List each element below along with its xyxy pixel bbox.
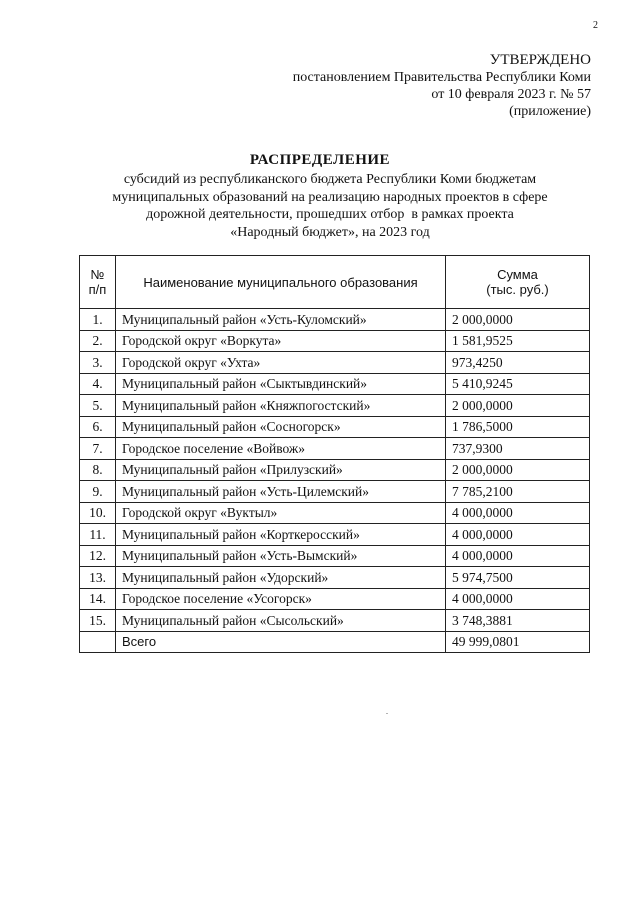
row-number: 11.	[80, 524, 116, 546]
table-row	[80, 309, 590, 331]
table-row	[80, 330, 590, 352]
header-number-line-2: п/п	[88, 282, 107, 297]
row-sum: 4 000,0000	[446, 545, 590, 567]
total-label: Всего	[116, 631, 446, 653]
header-number	[80, 256, 116, 309]
table-row	[80, 481, 590, 503]
subtitle-line-4: «Народный бюджет», на 2023 год	[230, 224, 430, 240]
row-sum: 7 785,2100	[446, 481, 590, 503]
approval-block	[293, 52, 591, 120]
row-number: 1.	[80, 309, 116, 331]
row-number: 13.	[80, 567, 116, 589]
table-row	[80, 545, 590, 567]
table-row	[80, 502, 590, 524]
table-row	[80, 352, 590, 374]
page-number: 2	[593, 20, 598, 31]
row-number: 6.	[80, 416, 116, 438]
row-sum: 5 974,7500	[446, 567, 590, 589]
row-sum: 4 000,0000	[446, 502, 590, 524]
header-sum	[446, 256, 590, 309]
row-sum: 2 000,0000	[446, 309, 590, 331]
row-municipality: Муниципальный район «Удорский»	[116, 567, 446, 589]
header-sum-line-2: (тыс. руб.)	[486, 282, 549, 297]
row-number: 12.	[80, 545, 116, 567]
header-sum-line-1: Сумма	[497, 267, 538, 282]
row-number: 5.	[80, 395, 116, 417]
row-number: 3.	[80, 352, 116, 374]
row-municipality: Городской округ «Ухта»	[116, 352, 446, 374]
table-row	[80, 524, 590, 546]
table-row	[80, 610, 590, 632]
row-municipality: Муниципальный район «Усть-Вымский»	[116, 545, 446, 567]
table-row	[80, 438, 590, 460]
row-municipality: Муниципальный район «Сосногорск»	[116, 416, 446, 438]
subtitle-line-2: муниципальных образований на реализацию народных проектов в сфере	[112, 189, 548, 205]
subtitle-line-1: субсидий из республиканского бюджета Республики Коми бюджетам	[123, 172, 537, 187]
header-number-line-1: №	[90, 267, 105, 282]
document-subtitle	[80, 171, 580, 241]
row-sum: 1 786,5000	[446, 416, 590, 438]
row-number: 8.	[80, 459, 116, 481]
approval-line-3: (приложение)	[509, 104, 591, 119]
row-number: 4.	[80, 373, 116, 395]
row-municipality: Муниципальный район «Сысольский»	[116, 610, 446, 632]
row-number: 10.	[80, 502, 116, 524]
row-sum: 973,4250	[446, 352, 590, 374]
table-row	[80, 395, 590, 417]
total-sum: 49 999,0801	[446, 631, 590, 653]
table-row	[80, 567, 590, 589]
table-row	[80, 373, 590, 395]
table-header-row	[80, 256, 590, 309]
table-body	[80, 309, 590, 653]
total-number	[80, 631, 116, 653]
header-name: Наименование муниципального образования	[116, 256, 446, 309]
row-municipality: Городское поселение «Войвож»	[116, 438, 446, 460]
row-number: 7.	[80, 438, 116, 460]
table-row	[80, 416, 590, 438]
table-row	[80, 588, 590, 610]
row-sum: 4 000,0000	[446, 524, 590, 546]
approval-heading: УТВЕРЖДЕНО	[489, 52, 591, 68]
stray-mark: .	[386, 707, 388, 716]
row-sum: 5 410,9245	[446, 373, 590, 395]
row-number: 2.	[80, 330, 116, 352]
row-sum: 2 000,0000	[446, 459, 590, 481]
row-sum: 3 748,3881	[446, 610, 590, 632]
row-municipality: Муниципальный район «Усть-Куломский»	[116, 309, 446, 331]
row-sum: 737,9300	[446, 438, 590, 460]
approval-line-1: постановлением Правительства Республики Коми	[292, 70, 591, 85]
approval-line-2: от 10 февраля 2023 г. № 57	[431, 87, 591, 102]
document-title: РАСПРЕДЕЛЕНИЕ	[249, 152, 391, 168]
row-municipality: Городской округ «Вуктыл»	[116, 502, 446, 524]
row-sum: 1 581,9525	[446, 330, 590, 352]
table-total-row	[80, 631, 590, 653]
row-number: 14.	[80, 588, 116, 610]
row-number: 15.	[80, 610, 116, 632]
row-municipality: Муниципальный район «Сыктывдинский»	[116, 373, 446, 395]
table-row	[80, 459, 590, 481]
row-municipality: Городское поселение «Усогорск»	[116, 588, 446, 610]
row-municipality: Муниципальный район «Корткеросский»	[116, 524, 446, 546]
row-municipality: Муниципальный район «Княжпогостский»	[116, 395, 446, 417]
distribution-table	[79, 255, 590, 653]
row-municipality: Муниципальный район «Усть-Цилемский»	[116, 481, 446, 503]
row-sum: 4 000,0000	[446, 588, 590, 610]
row-municipality: Городской округ «Воркута»	[116, 330, 446, 352]
subtitle-line-3: дорожной деятельности, прошедших отбор в рамках проекта	[146, 207, 514, 222]
row-municipality: Муниципальный район «Прилузский»	[116, 459, 446, 481]
row-sum: 2 000,0000	[446, 395, 590, 417]
row-number: 9.	[80, 481, 116, 503]
